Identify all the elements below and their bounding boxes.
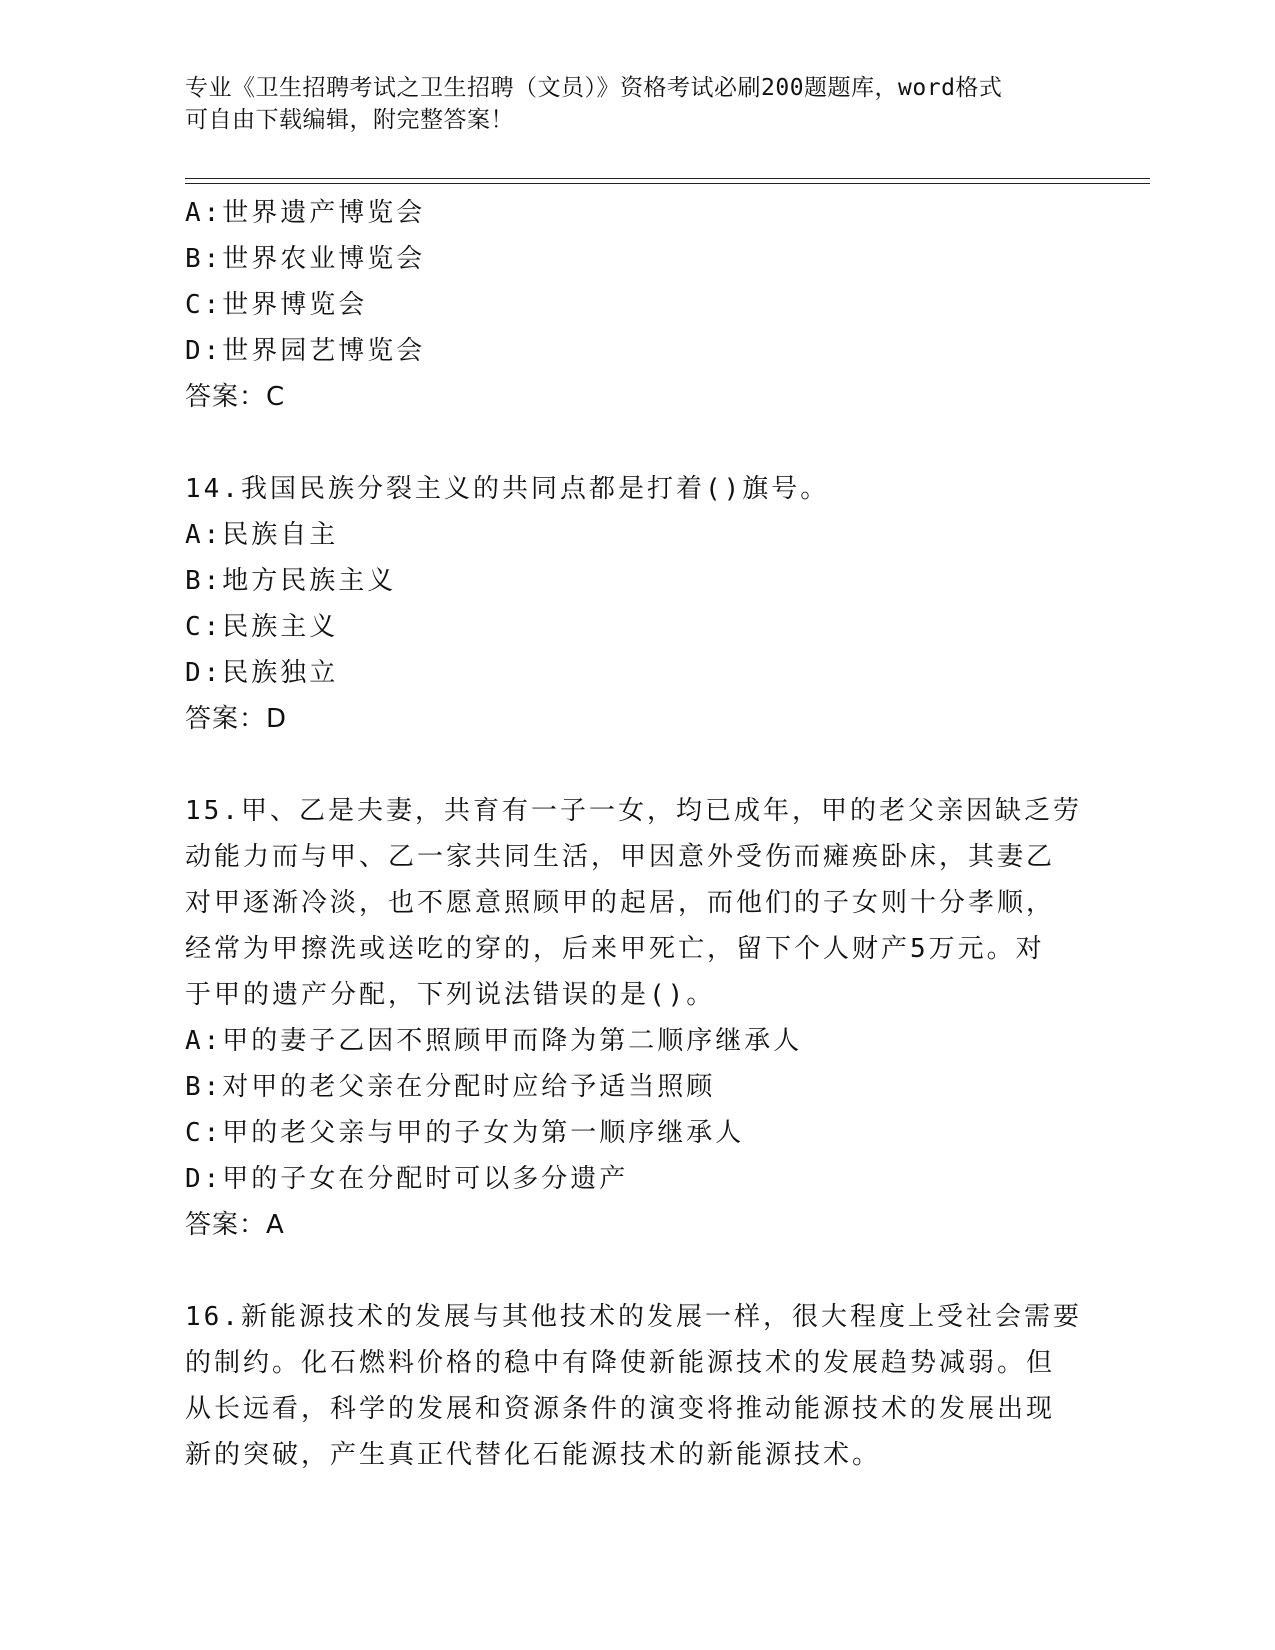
header-rule-top bbox=[185, 178, 1150, 179]
option-c: C:甲的老父亲与甲的子女为第一顺序继承人 bbox=[185, 1118, 745, 1148]
question-13-options bbox=[185, 190, 1085, 374]
stem-line: 新的突破，产生真正代替化石能源技术的新能源技术。 bbox=[185, 1440, 882, 1470]
stem-line: 对甲逐渐冷淡，也不愿意照顾甲的起居，而他们的子女则十分孝顺， bbox=[185, 888, 1056, 918]
stem-line: 16.新能源技术的发展与其他技术的发展一样，很大程度上受社会需要 bbox=[185, 1302, 1082, 1332]
option-b: B:对甲的老父亲在分配时应给予适当照顾 bbox=[185, 1072, 716, 1102]
option-d: D:世界园艺博览会 bbox=[185, 336, 426, 366]
question-15-answer: 答案：A bbox=[185, 1210, 285, 1240]
document-header bbox=[185, 72, 1085, 136]
option-a: A:甲的妻子乙因不照顾甲而降为第二顺序继承人 bbox=[185, 1026, 803, 1056]
document-body bbox=[185, 190, 1085, 1478]
question-13-answer: 答案：C bbox=[185, 382, 286, 412]
question-14-options bbox=[185, 512, 1085, 696]
header-rule-bottom bbox=[185, 183, 1150, 184]
question-15-options bbox=[185, 1018, 1085, 1202]
option-a: A:民族自主 bbox=[185, 520, 339, 550]
stem-line: 于甲的遗产分配，下列说法错误的是()。 bbox=[185, 980, 716, 1010]
option-c: C:民族主义 bbox=[185, 612, 339, 642]
stem-line: 动能力而与甲、乙一家共同生活，甲因意外受伤而瘫痪卧床，其妻乙 bbox=[185, 842, 1056, 872]
question-16-stem bbox=[185, 1294, 1085, 1478]
option-c: C:世界博览会 bbox=[185, 290, 368, 320]
option-d: D:民族独立 bbox=[185, 658, 339, 688]
option-b: B:地方民族主义 bbox=[185, 566, 397, 596]
stem-line: 14.我国民族分裂主义的共同点都是打着()旗号。 bbox=[185, 474, 830, 504]
option-b: B:世界农业博览会 bbox=[185, 244, 426, 274]
question-15-stem bbox=[185, 788, 1085, 1018]
question-14-answer: 答案：D bbox=[185, 704, 288, 734]
header-line-1: 专业《卫生招聘考试之卫生招聘（文员）》资格考试必刷200题题库，word格式 bbox=[185, 75, 1003, 101]
stem-line: 经常为甲擦洗或送吃的穿的，后来甲死亡，留下个人财产5万元。对 bbox=[185, 934, 1045, 964]
header-line-2: 可自由下载编辑，附完整答案！ bbox=[185, 107, 514, 133]
option-d: D:甲的子女在分配时可以多分遗产 bbox=[185, 1164, 629, 1194]
stem-line: 从长远看，科学的发展和资源条件的演变将推动能源技术的发展出现 bbox=[185, 1394, 1056, 1424]
stem-line: 15.甲、乙是夫妻，共育有一子一女，均已成年，甲的老父亲因缺乏劳 bbox=[185, 796, 1082, 826]
question-14-stem bbox=[185, 466, 1085, 512]
option-a: A:世界遗产博览会 bbox=[185, 198, 426, 228]
stem-line: 的制约。化石燃料价格的稳中有降使新能源技术的发展趋势减弱。但 bbox=[185, 1348, 1056, 1378]
